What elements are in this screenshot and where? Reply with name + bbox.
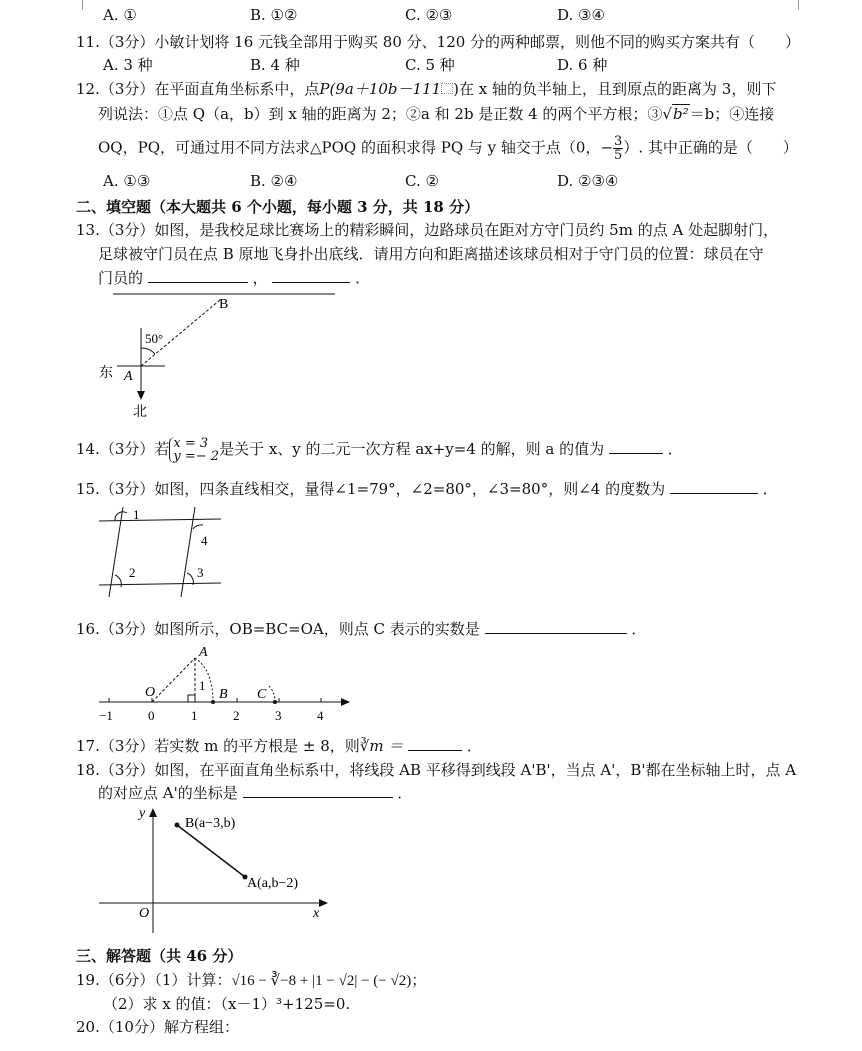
- q19-expression: √16 − ∛−8 + |1 − √2| − (− √2)；: [231, 973, 427, 989]
- q18-x-arrow: [319, 899, 328, 907]
- q18-label-y: y: [139, 806, 146, 821]
- section-3-heading: 三、解答题（共 46 分）: [76, 947, 243, 965]
- q12-sqrt-content: b²: [672, 105, 689, 123]
- q18-line-2: [98, 782, 412, 803]
- q12-option-b: B. ②④: [250, 172, 298, 190]
- q16-tick-label-2: 2: [233, 708, 240, 723]
- q13-line-2: 足球被守门员在点 B 原地飞身扑出底线．请用方向和距离描述该球员相对于守门员的位置：球员在守: [98, 245, 764, 263]
- q18-y-arrow: [149, 808, 157, 817]
- q17-answer-blank[interactable]: [408, 736, 462, 751]
- q13-line3-text: 门员的: [98, 269, 144, 287]
- q15-label-2: 2: [129, 565, 136, 580]
- q19-line-2: （2）求 x 的值：（x－1）³+125=0.: [103, 995, 351, 1013]
- q13-label-angle: 50°: [145, 331, 164, 346]
- q12-missing-glyph: [441, 83, 453, 94]
- corner-mark-left: [62, 0, 83, 10]
- q18-answer-blank[interactable]: [243, 783, 393, 798]
- q15-label-3: 3: [197, 565, 204, 580]
- q12-line-2: 列说法：①点 Q（a，b）到 x 轴的距离为 2；②a 和 2b 是正数 4 的两个平方根；③√b²＝b；④连接: [98, 105, 775, 123]
- q18-period: ．: [397, 784, 413, 802]
- q10-option-b: B. ①②: [250, 6, 298, 24]
- q16-right-angle: [188, 695, 195, 702]
- q16-label-b: B: [219, 687, 228, 702]
- q15-label-4: 4: [201, 533, 208, 548]
- q12-line3-a: OQ，PQ，可通过用不同方法求△POQ 的面积求得 PQ 与 y 轴交于点（0，−: [98, 138, 614, 157]
- q14-equation-system: [169, 437, 219, 463]
- q11-option-b: B. 4 种: [250, 56, 300, 74]
- q15-angle-4-arc: [193, 525, 203, 529]
- q18-label-o: O: [139, 906, 150, 921]
- q15-figure: [95, 505, 235, 600]
- q13-label-b: B: [219, 297, 229, 312]
- q18-segment-ab: [177, 825, 245, 877]
- q10-option-d: D. ③④: [557, 6, 605, 24]
- q16-tick-label-3: 3: [275, 708, 282, 723]
- q12-line-1: [76, 78, 776, 99]
- q13-south-arrow: [137, 391, 145, 400]
- q16-text: 16.（3分）如图所示，OB=BC=OA，则点 C 表示的实数是: [76, 620, 480, 638]
- q12-line1-a: 12.（3分）在平面直角坐标系中，点: [76, 80, 320, 98]
- q15-line-bottom: [99, 583, 221, 585]
- q12-line1-b: P(9a＋10b－111: [319, 80, 442, 98]
- q12-line3-b: ）. 其中正确的是（ ）: [623, 138, 798, 157]
- q20-line: 20.（10分）解方程组：: [76, 1018, 239, 1036]
- q19-line1-a: 19.（6分）（1）计算：: [76, 971, 232, 989]
- q17-text: 17.（3分）若实数 m 的平方根是 ± 8，则: [76, 737, 360, 755]
- q12-line1-c: )在 x 轴的负半轴上，且到原点的距离为 3，则下: [453, 80, 777, 98]
- q12-option-c: C. ②: [405, 172, 439, 190]
- q13-period: ．: [355, 269, 371, 287]
- q14-eq2: y =− 2: [173, 449, 220, 464]
- q17-period: ．: [466, 737, 482, 755]
- q18-point-b: [175, 823, 180, 828]
- q16-point-c: [273, 700, 277, 704]
- q18-label-a: A(a,b−2): [247, 876, 299, 891]
- q12-option-d: D. ②③④: [557, 172, 619, 190]
- q13-label-north: 北: [133, 404, 147, 418]
- q13-angle-arc: [141, 348, 155, 354]
- q16-tick-label-1: 1: [191, 708, 198, 723]
- corner-mark-right: [798, 0, 819, 10]
- section-2-heading: 二、填空题（本大题共 6 个小题，每小题 3 分，共 18 分）: [76, 198, 480, 216]
- q12-frac-den: 5: [614, 148, 623, 163]
- q15-period: ．: [762, 480, 778, 498]
- q15-text: 15.（3分）如图，四条直线相交，量得∠1=79°，∠2=80°，∠3=80°，则∠4 的度数为: [76, 480, 666, 498]
- q12-option-a: A. ①③: [103, 172, 151, 190]
- q19-line-1: [76, 969, 426, 990]
- q18-figure: [95, 805, 335, 935]
- q16-arc-bc: [269, 686, 275, 702]
- q18-label-b: B(a−3,b): [185, 816, 236, 831]
- q16-label-o: O: [145, 685, 156, 700]
- q16-tick-label-0: 0: [148, 708, 155, 723]
- q11-option-c: C. 5 种: [405, 56, 455, 74]
- q15-line: [76, 478, 778, 499]
- q13-answer-blank-2[interactable]: [272, 268, 350, 283]
- q16-figure: [95, 642, 355, 724]
- q13-answer-blank-1[interactable]: [148, 268, 248, 283]
- q10-option-a: A. ①: [103, 6, 137, 24]
- q12-fraction: [613, 135, 623, 162]
- q16-period: ．: [631, 620, 647, 638]
- q14-post: 是关于 x、y 的二元一次方程 ax+y=4 的解，则 a 的值为: [219, 440, 605, 458]
- q14-period: ．: [667, 440, 683, 458]
- q14-pre: 14.（3分）若: [76, 440, 170, 458]
- q13-label-east: 东: [99, 365, 113, 381]
- q16-answer-blank[interactable]: [485, 619, 627, 634]
- q14-eq1: x = 3: [173, 436, 209, 451]
- q18-line2-text: 的对应点 A'的坐标是: [98, 784, 238, 802]
- q16-tick-label-4: 4: [317, 708, 324, 723]
- q13-comma: ，: [252, 269, 268, 287]
- q12-line2-a: 列说法：①点 Q（a，b）到 x 轴的距离为 2；②a 和 2b 是正数 4 的两个平方根；③: [98, 105, 663, 123]
- q16-label-1: 1: [199, 678, 206, 693]
- q16-line: [76, 618, 646, 639]
- q12-frac-num: 3: [614, 134, 623, 149]
- q16-label-c: C: [257, 687, 267, 702]
- q13-line-1: 13.（3分）如图，是我校足球比赛场上的精彩瞬间，边路球员在距对方守门员约 5m 的点 A 处起脚射门，: [76, 221, 779, 239]
- q11-option-a: A. 3 种: [103, 56, 153, 74]
- q13-figure: [95, 288, 345, 418]
- q11-option-d: D. 6 种: [557, 56, 608, 74]
- q16-point-b: [211, 700, 215, 704]
- q18-line-1: 18.（3分）如图，在平面直角坐标系中，将线段 AB 平移得到线段 A'B'，当点 A'，B'都在坐标轴上时，点 A: [76, 761, 797, 779]
- q18-label-x: x: [313, 906, 320, 921]
- q15-answer-blank[interactable]: [670, 479, 758, 494]
- q13-label-a: A: [124, 369, 133, 384]
- q10-option-c: C. ②③: [405, 6, 453, 24]
- q13-line-3: [98, 267, 370, 288]
- q14-line: [76, 437, 683, 463]
- q16-label-a: A: [199, 645, 208, 660]
- q16-arrow: [341, 698, 350, 706]
- q17-line: [76, 735, 482, 756]
- q12-line-3: [98, 135, 798, 162]
- q12-line2-b: ＝b；④连接: [689, 105, 775, 123]
- q17-expr: ∛m ＝: [359, 737, 404, 755]
- q16-tick-label-neg1: −1: [99, 708, 113, 723]
- q14-answer-blank[interactable]: [609, 439, 663, 454]
- q15-label-1: 1: [133, 507, 140, 522]
- q15-line-top: [99, 519, 221, 521]
- q11-text: 11.（3分）小敏计划将 16 元钱全部用于购买 80 分、120 分的两种邮票，则他不同的购买方案共有（ ）: [76, 33, 801, 51]
